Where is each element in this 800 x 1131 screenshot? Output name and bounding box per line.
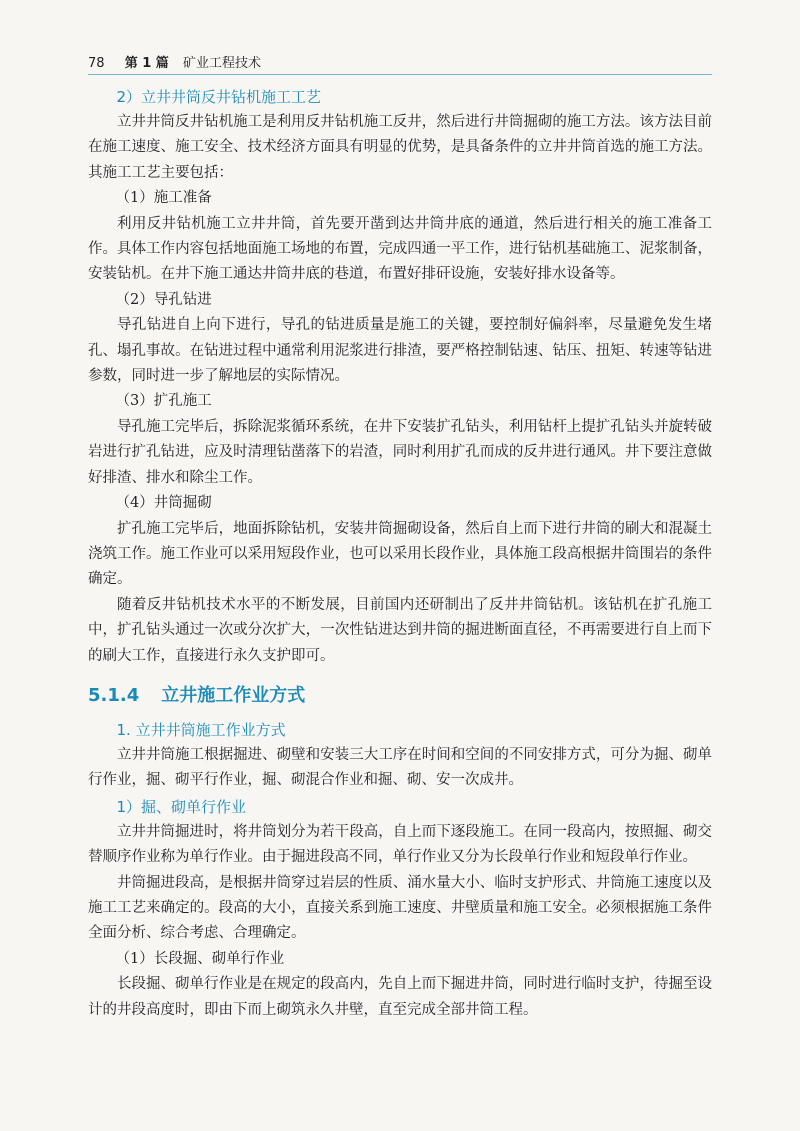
page-body	[88, 84, 712, 1023]
header-rule	[88, 74, 712, 75]
subsection-heading: 1. 立井井筒施工作业方式	[116, 720, 286, 739]
paragraph: 导孔施工完毕后，拆除泥浆循环系统，在井下安装扩孔钻头，利用钻杆上提扩孔钻头并旋转破岩进行扩孔钻进，应及时清理钻凿落下的岩渣，同时利用扩孔而成的反井进行通风。井下要注意做好排渣、排水和除尘工作。	[88, 418, 712, 486]
section-title: 立井施工作业方式	[161, 684, 306, 706]
subsection-heading: 1）掘、砌单行作业	[116, 797, 247, 816]
page-header	[88, 52, 708, 71]
chapter-section-heading	[88, 681, 712, 711]
chapter-label: 第 1 篇	[124, 56, 169, 71]
item-title: （3）扩孔施工	[115, 393, 212, 410]
paragraph: 立井井筒掘进时，将井筒划分为若干段高，自上而下逐段施工。在同一段高内，按照掘、砌交替顺序作业称为单行作业。由于掘进段高不同，单行作业又分为长段单行作业和短段单行作业。	[88, 823, 712, 866]
item-title: （4）井筒掘砌	[115, 495, 212, 512]
page-number: 78	[88, 56, 105, 71]
item-title: （2）导孔钻进	[115, 291, 212, 308]
item-title: （1）长段掘、砌单行作业	[115, 950, 285, 967]
paragraph: 立井井筒反井钻机施工是利用反井钻机施工反井，然后进行井筒掘砌的施工方法。该方法目前在施工速度、施工安全、技术经济方面具有明显的优势，是具备条件的立井井筒首选的施工方法。其施工工艺主要包括：	[88, 114, 712, 181]
paragraph: 扩孔施工完毕后，地面拆除钻机，安装井筒掘砌设备，然后自上而下进行井筒的刷大和混凝土浇筑工作。施工作业可以采用短段作业，也可以采用长段作业，具体施工段高根据井筒围岩的条件确定。	[88, 520, 712, 588]
paragraph: 长段掘、砌单行作业是在规定的段高内，先自上而下掘进井筒，同时进行临时支护，待掘至设计的井段高度时，即由下而上砌筑永久井壁，直至完成全部井筒工程。	[88, 976, 712, 1018]
paragraph: 导孔钻进自上向下进行，导孔的钻进质量是施工的关键，要控制好偏斜率，尽量避免发生堵孔、塌孔事故。在钻进过程中通常利用泥浆进行排渣，要严格控制钻速、钻压、扭矩、转速等钻进参数，同时进一步了解地层的实际情况。	[88, 317, 712, 385]
paragraph: 立井井筒施工根据掘进、砌壁和安装三大工序在时间和空间的不同安排方式，可分为掘、砌单行作业，掘、砌平行作业，掘、砌混合作业和掘、砌、安一次成井。	[88, 746, 712, 789]
chapter-title: 矿业工程技术	[182, 56, 261, 71]
paragraph: 随着反井钻机技术水平的不断发展，目前国内还研制出了反井井筒钻机。该钻机在扩孔施工中，扩孔钻头通过一次或分次扩大，一次性钻进达到井筒的掘进断面直径，不再需要进行自上而下的刷大工作，直接进行永久支护即可。	[88, 596, 712, 664]
section-heading: 2）立井井筒反井钻机施工工艺	[116, 88, 322, 106]
paragraph: 井筒掘进段高，是根据井筒穿过岩层的性质、涌水量大小、临时支护形式、井筒施工速度以及施工工艺来确定的。段高的大小，直接关系到施工速度、井壁质量和施工安全。必须根据施工条件全面分析、综合考虑、合理确定。	[88, 874, 712, 942]
paragraph: 利用反井钻机施工立井井筒，首先要开凿到达井筒井底的通道，然后进行相关的施工准备工作。具体工作内容包括地面施工场地的布置，完成四通一平工作，进行钻机基础施工、泥浆制备，安装钻机。在井下施工通达井筒井底的巷道，布置好排矸设施，安装好排水设备等。	[88, 215, 712, 283]
section-number: 5.1.4	[88, 684, 140, 706]
item-title: （1）施工准备	[115, 190, 212, 207]
